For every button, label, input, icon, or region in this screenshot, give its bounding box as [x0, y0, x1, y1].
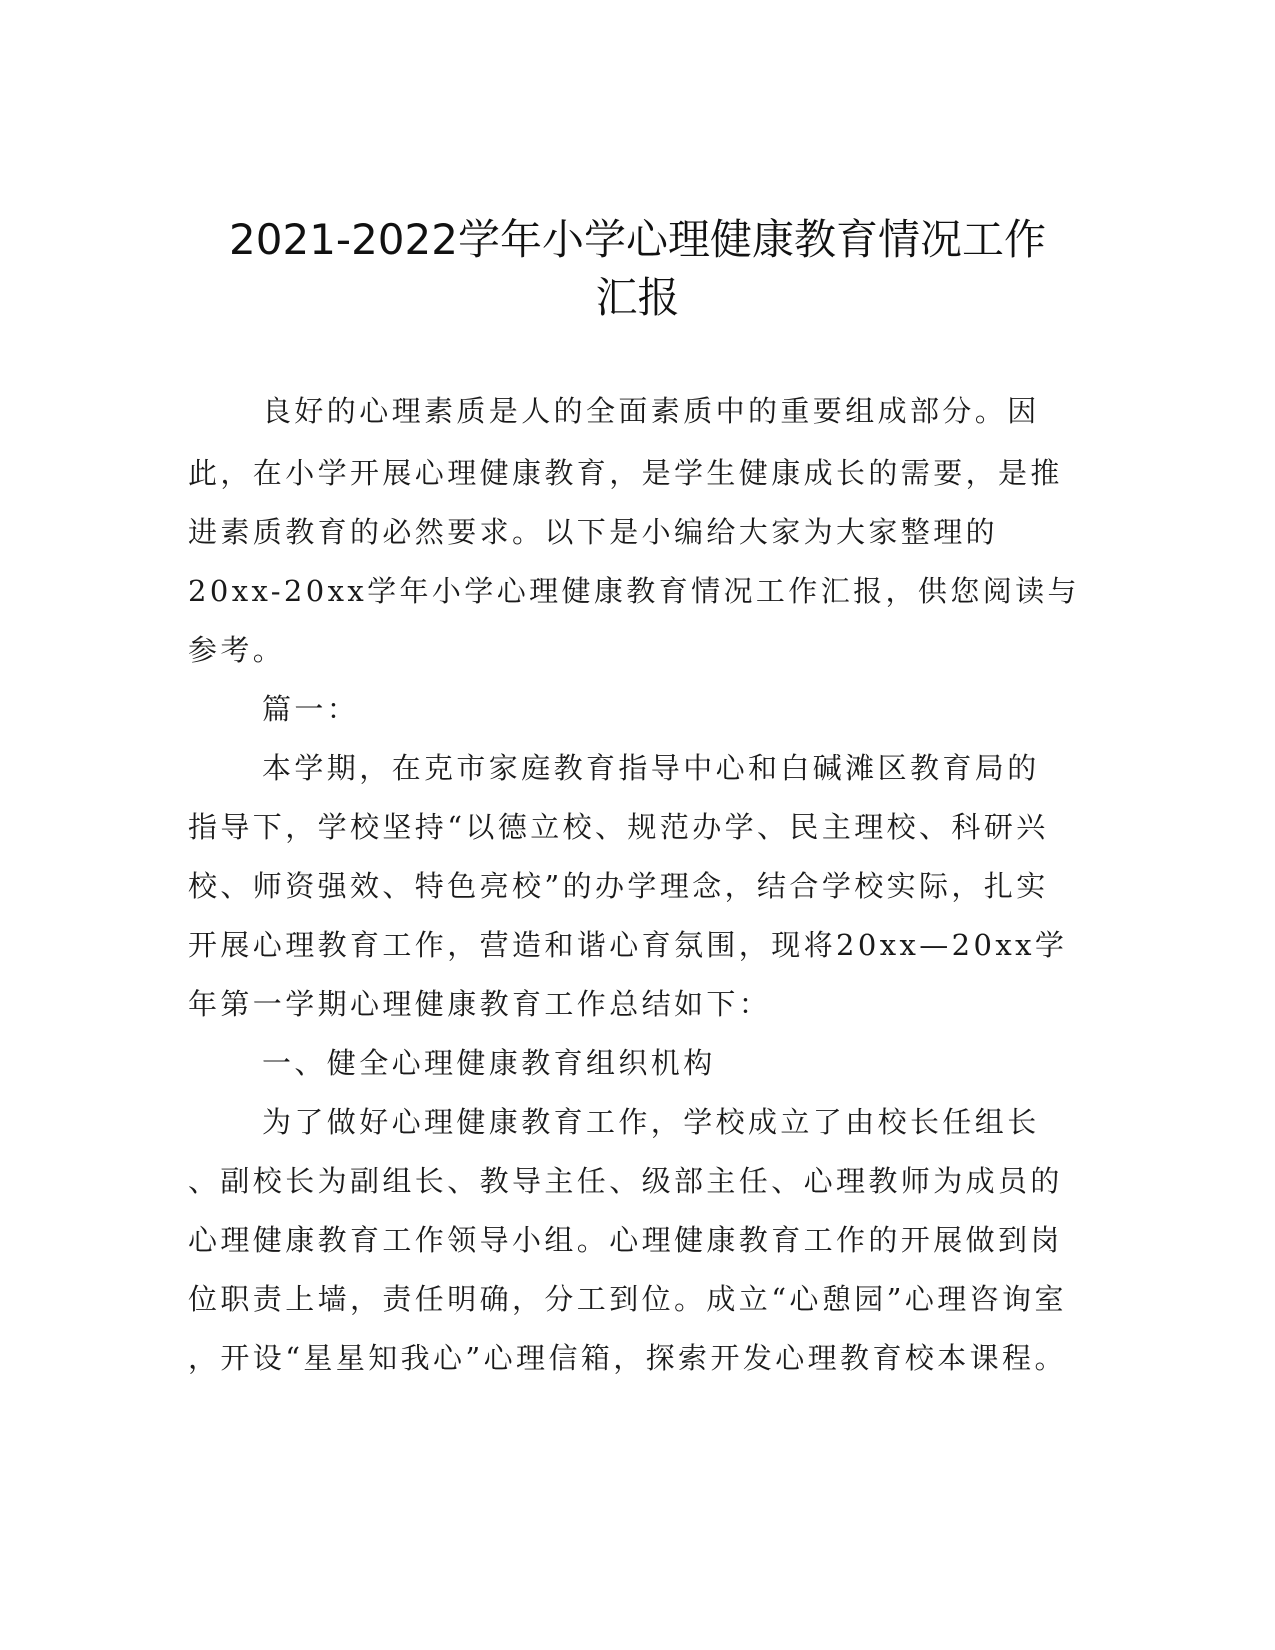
paragraph-intro-line-3: 进素质教育的必然要求。以下是小编给大家为大家整理的 — [188, 515, 999, 549]
paragraph-organization-line-4: 位职责上墙，责任明确，分工到位。成立“心憩园”心理咨询室 — [188, 1282, 1067, 1316]
paragraph-semester-line-5: 年第一学期心理健康教育工作总结如下： — [188, 987, 772, 1021]
document-title-line-1: 2021-2022学年小学心理健康教育情况工作 — [229, 215, 1046, 264]
paragraph-organization-line-1: 为了做好心理健康教育工作，学校成立了由校长任组长 — [262, 1105, 1040, 1139]
paragraph-semester-line-3: 校、师资强效、特色亮校”的办学理念，结合学校实际，扎实 — [188, 869, 1049, 903]
paragraph-semester-line-2: 指导下，学校坚持“以德立校、规范办学、民主理校、科研兴 — [188, 810, 1049, 844]
paragraph-organization-line-3: 心理健康教育工作领导小组。心理健康教育工作的开展做到岗 — [188, 1223, 1063, 1257]
paragraph-semester-line-1: 本学期，在克市家庭教育指导中心和白碱滩区教育局的 — [262, 751, 1040, 785]
paragraph-intro-line-2: 此，在小学开展心理健康教育，是学生健康成长的需要，是推 — [188, 456, 1063, 490]
paragraph-intro-line-1: 良好的心理素质是人的全面素质中的重要组成部分。因 — [262, 394, 1040, 428]
paragraph-semester-line-4: 开展心理教育工作，营造和谐心育氛围，现将20xx—20xx学 — [188, 928, 1068, 962]
section-heading-organization: 一、健全心理健康教育组织机构 — [262, 1046, 716, 1080]
paragraph-intro-line-4: 20xx-20xx学年小学心理健康教育情况工作汇报，供您阅读与 — [188, 574, 1080, 608]
paragraph-organization-line-2: 、副校长为副组长、教导主任、级部主任、心理教师为成员的 — [188, 1164, 1063, 1198]
section-heading-part-one: 篇一： — [262, 692, 360, 726]
paragraph-intro-line-5: 参考。 — [188, 633, 286, 667]
document-title-line-2: 汇报 — [595, 273, 680, 322]
paragraph-organization-line-5: ，开设“星星知我心”心理信箱，探索开发心理教育校本课程。 — [188, 1341, 1067, 1375]
